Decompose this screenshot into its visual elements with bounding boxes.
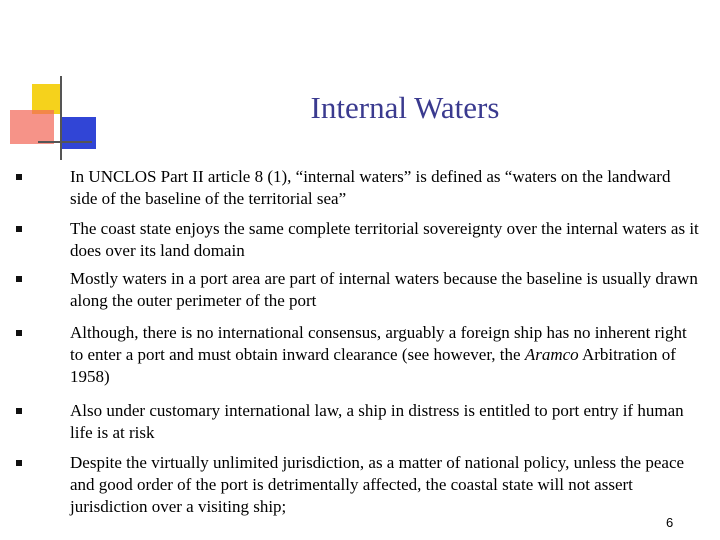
bullet-text-before: Although, there is no international consensus, arguably a foreign ship has no inherent right to enter a port and must obtain inward clearance (see however, the (70, 323, 687, 364)
square-bullet-icon (16, 276, 22, 282)
aramco-emphasis: Aramco (524, 345, 579, 364)
slide-title: Internal Waters (310, 90, 500, 125)
bullet-item (70, 400, 700, 444)
square-bullet-icon (16, 226, 22, 232)
bullet-item (70, 322, 700, 388)
bullet-item (70, 452, 700, 518)
bullet-text (70, 323, 687, 386)
page-number: 6 (666, 515, 674, 530)
bullet-item (70, 268, 700, 312)
bullet-item (70, 166, 700, 210)
bullet-text: In UNCLOS Part II article 8 (1), “internal waters” is defined as “waters on the landward side of the baseline of the territorial sea” (70, 167, 671, 208)
bullet-text: The coast state enjoys the same complete territorial sovereignty over the internal waters as it does over its land domain (70, 219, 699, 260)
bullet-item (70, 218, 700, 262)
bullet-text: Despite the virtually unlimited jurisdiction, as a matter of national policy, unless the peace and good order of the port is detrimentally affected, the coastal state will not assert jurisdiction over a visiting ship; (70, 453, 685, 516)
bullet-text: Also under customary international law, a ship in distress is entitled to port entry if human life is at risk (70, 401, 684, 442)
square-bullet-icon (16, 330, 22, 336)
square-bullet-icon (16, 408, 22, 414)
square-bullet-icon (16, 460, 22, 466)
square-bullet-icon (16, 174, 22, 180)
bullet-text: Mostly waters in a port area are part of internal waters because the baseline is usually drawn along the outer perimeter of the port (70, 269, 698, 310)
bullet-text-after: Arbitration of 1958) (70, 345, 676, 386)
